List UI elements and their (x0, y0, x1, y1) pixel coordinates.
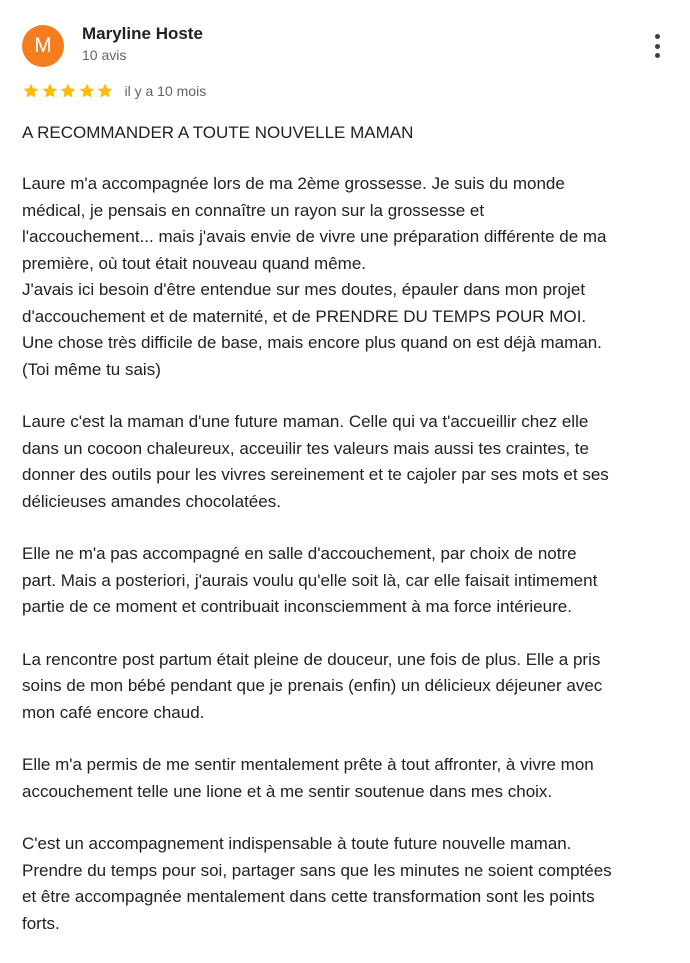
review-date: il y a 10 mois (124, 83, 207, 99)
review-line: mon café encore chaud. (22, 702, 205, 722)
review-line: et être accompagnée mentalement dans cette transformation sont les points (22, 887, 595, 906)
review-paragraph (22, 171, 682, 383)
review-line: première, où tout était nouveau quand même. (22, 253, 366, 273)
star-rating (22, 82, 115, 100)
review-line: Elle m'a permis de me sentir mentalement prête à tout affronter, à vivre mon (22, 755, 594, 774)
review-line: Laure c'est la maman d'une future maman. Celle qui va t'accueillir chez elle (22, 412, 589, 431)
review-line: d'accouchement et de maternité, et de PRENDRE DU TEMPS POUR MOI. (22, 306, 587, 326)
review-line: donner des outils pour les vivres sereinement et te cajoler par ses mots et ses (22, 465, 609, 484)
star-icon (22, 82, 40, 100)
review-line: partie de ce moment et contribuait inconsciemment à ma force intérieure. (22, 597, 572, 616)
more-options-dot (655, 34, 660, 39)
star-icon (59, 82, 77, 100)
review-line: accouchement telle une lione et à me sentir soutenue dans mes choix. (22, 781, 553, 801)
review-line: C'est un accompagnement indispensable à toute future nouvelle maman. (22, 834, 572, 853)
more-options-dot (655, 53, 660, 58)
review-line: Une chose très difficile de base, mais encore plus quand on est déjà maman. (22, 333, 602, 352)
avatar[interactable]: M (22, 25, 64, 67)
more-options-dot (655, 44, 660, 49)
review-line: part. Mais a posteriori, j'aurais voulu qu'elle soit là, car elle faisait intimement (22, 570, 598, 590)
review-line: délicieuses amandes chocolatées. (22, 491, 281, 511)
star-icon (41, 82, 59, 100)
star-icon (96, 82, 114, 100)
star-icon (78, 82, 96, 100)
review-paragraph (22, 647, 682, 727)
rating-row (22, 80, 206, 102)
review-line: La rencontre post partum était pleine de douceur, une fois de plus. Elle a pris (22, 649, 601, 669)
review-title: A RECOMMANDER A TOUTE NOUVELLE MAMAN (22, 123, 414, 142)
review-paragraph (22, 831, 682, 937)
review-paragraph (22, 752, 682, 805)
review-line: médical, je pensais en connaître un rayon sur la grossesse et (22, 200, 485, 220)
author-review-count: 10 avis (82, 47, 127, 63)
review-line: Laure m'a accompagnée lors de ma 2ème grossesse. Je suis du monde (22, 174, 565, 193)
review-body (22, 171, 682, 963)
more-options-icon[interactable] (646, 32, 670, 60)
review-line: soins de mon bébé pendant que je prenais (enfin) un délicieux déjeuner avec (22, 676, 603, 695)
review-paragraph (22, 409, 682, 515)
review-line: J'avais ici besoin d'être entendue sur mes doutes, épauler dans mon projet (22, 280, 586, 299)
review-line: (Toi même tu sais) (22, 359, 161, 379)
review-line: Prendre du temps pour soi, partager sans que les minutes ne soient comptées (22, 860, 612, 880)
review-paragraph (22, 541, 682, 621)
review-line: Elle ne m'a pas accompagné en salle d'accouchement, par choix de notre (22, 544, 577, 563)
review-line: dans un cocoon chaleureux, acceuilir tes valeurs mais aussi tes craintes, te (22, 438, 589, 458)
review-line: forts. (22, 913, 60, 933)
review-line: l'accouchement... mais j'avais envie de vivre une préparation différente de ma (22, 227, 607, 246)
author-name[interactable]: Maryline Hoste (82, 24, 203, 43)
